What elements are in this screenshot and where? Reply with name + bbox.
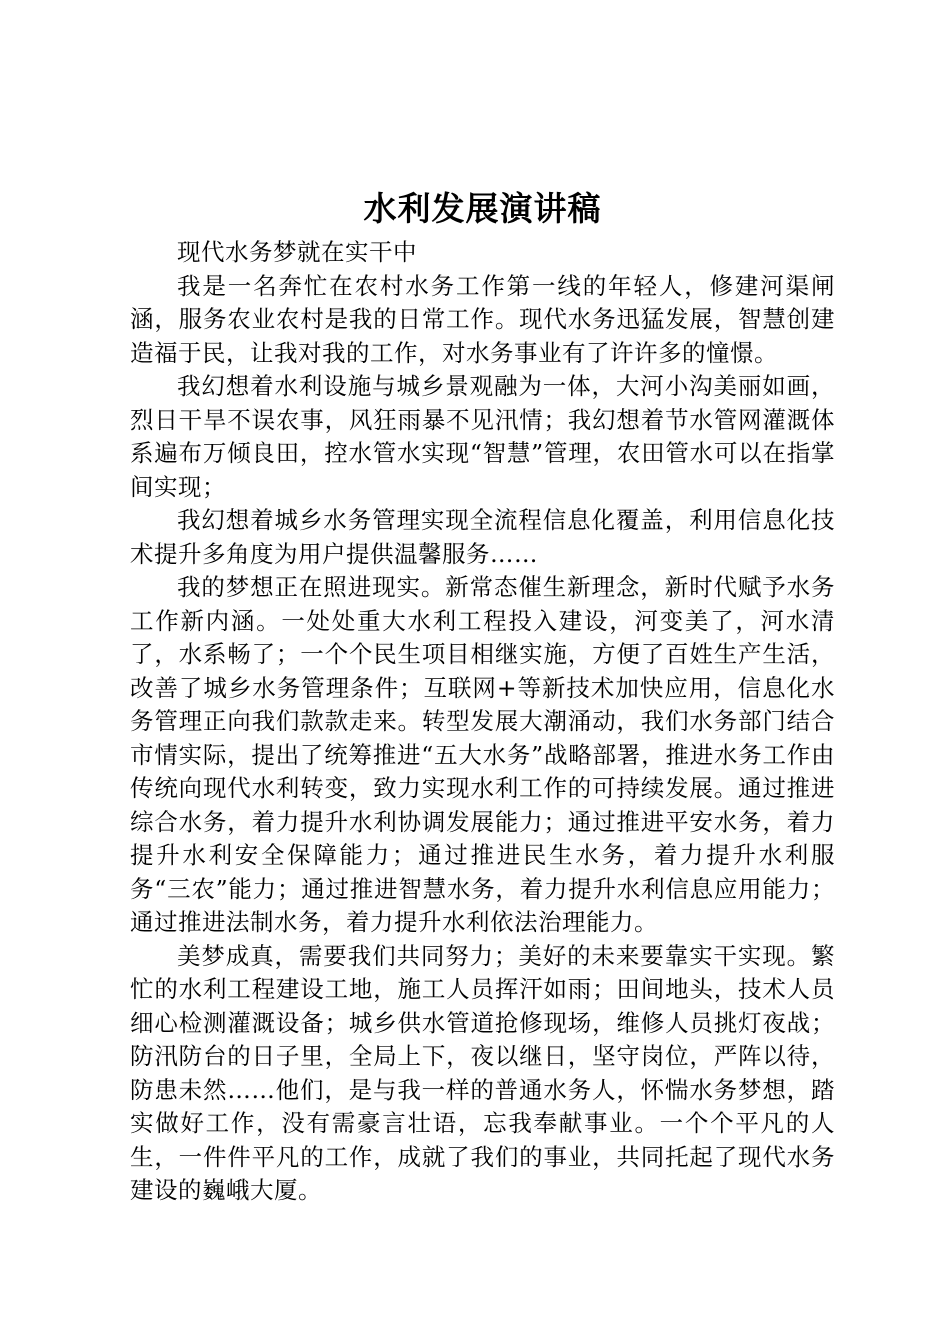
- paragraph: 我幻想着水利设施与城乡景观融为一体，大河小沟美丽如画，烈日干旱不误农事，风狂雨暴不见汛情；我幻想着节水管网灌溉体系遍布万倾良田，控水管水实现“智慧”管理，农田管水可以在指掌间实现；: [130, 372, 835, 501]
- document-page: [130, 186, 835, 1208]
- document-subtitle: 现代水务梦就在实干中: [177, 238, 417, 266]
- document-title: 水利发展演讲稿: [363, 189, 602, 228]
- paragraph: 我幻想着城乡水务管理实现全流程信息化覆盖，利用信息化技术提升多角度为用户提供温馨服务……: [130, 506, 835, 568]
- paragraph: 美梦成真，需要我们共同努力；美好的未来要靠实干实现。繁忙的水利工程建设工地，施工人员挥汗如雨；田间地头，技术人员细心检测灌溉设备；城乡供水管道抢修现场，维修人员挑灯夜战；防汛防台的日子里，全局上下，夜以继日，坚守岗位，严阵以待，防患未然……他们，是与我一样的普通水务人，怀惴水务梦想，踏实做好工作，没有需豪言壮语，忘我奉献事业。一个个平凡的人生，一件件平凡的工作，成就了我们的事业，共同托起了现代水务建设的巍峨大厦。: [130, 941, 835, 1204]
- paragraph: 我是一名奔忙在农村水务工作第一线的年轻人，修建河渠闸涵，服务农业农村是我的日常工作。现代水务迅猛发展，智慧创建造福于民，让我对我的工作，对水务事业有了许许多的憧憬。: [130, 271, 835, 367]
- paragraph: 我的梦想正在照进现实。新常态催生新理念，新时代赋予水务工作新内涵。一处处重大水利工程投入建设，河变美了，河水清了，水系畅了；一个个民生项目相继实施，方便了百姓生产生活，改善了城乡水务管理条件；互联网+等新技术加快应用，信息化水务管理正向我们款款走来。转型发展大潮涌动，我们水务部门结合市情实际，提出了统筹推进“五大水务”战略部署，推进水务工作由传统向现代水利转变，致力实现水利工作的可持续发展。通过推进综合水务，着力提升水利协调发展能力；通过推进平安水务，着力提升水利安全保障能力；通过推进民生水务，着力提升水利服务“三农”能力；通过推进智慧水务，着力提升水利信息应用能力；通过推进法制水务，着力提升水利依法治理能力。: [130, 573, 835, 936]
